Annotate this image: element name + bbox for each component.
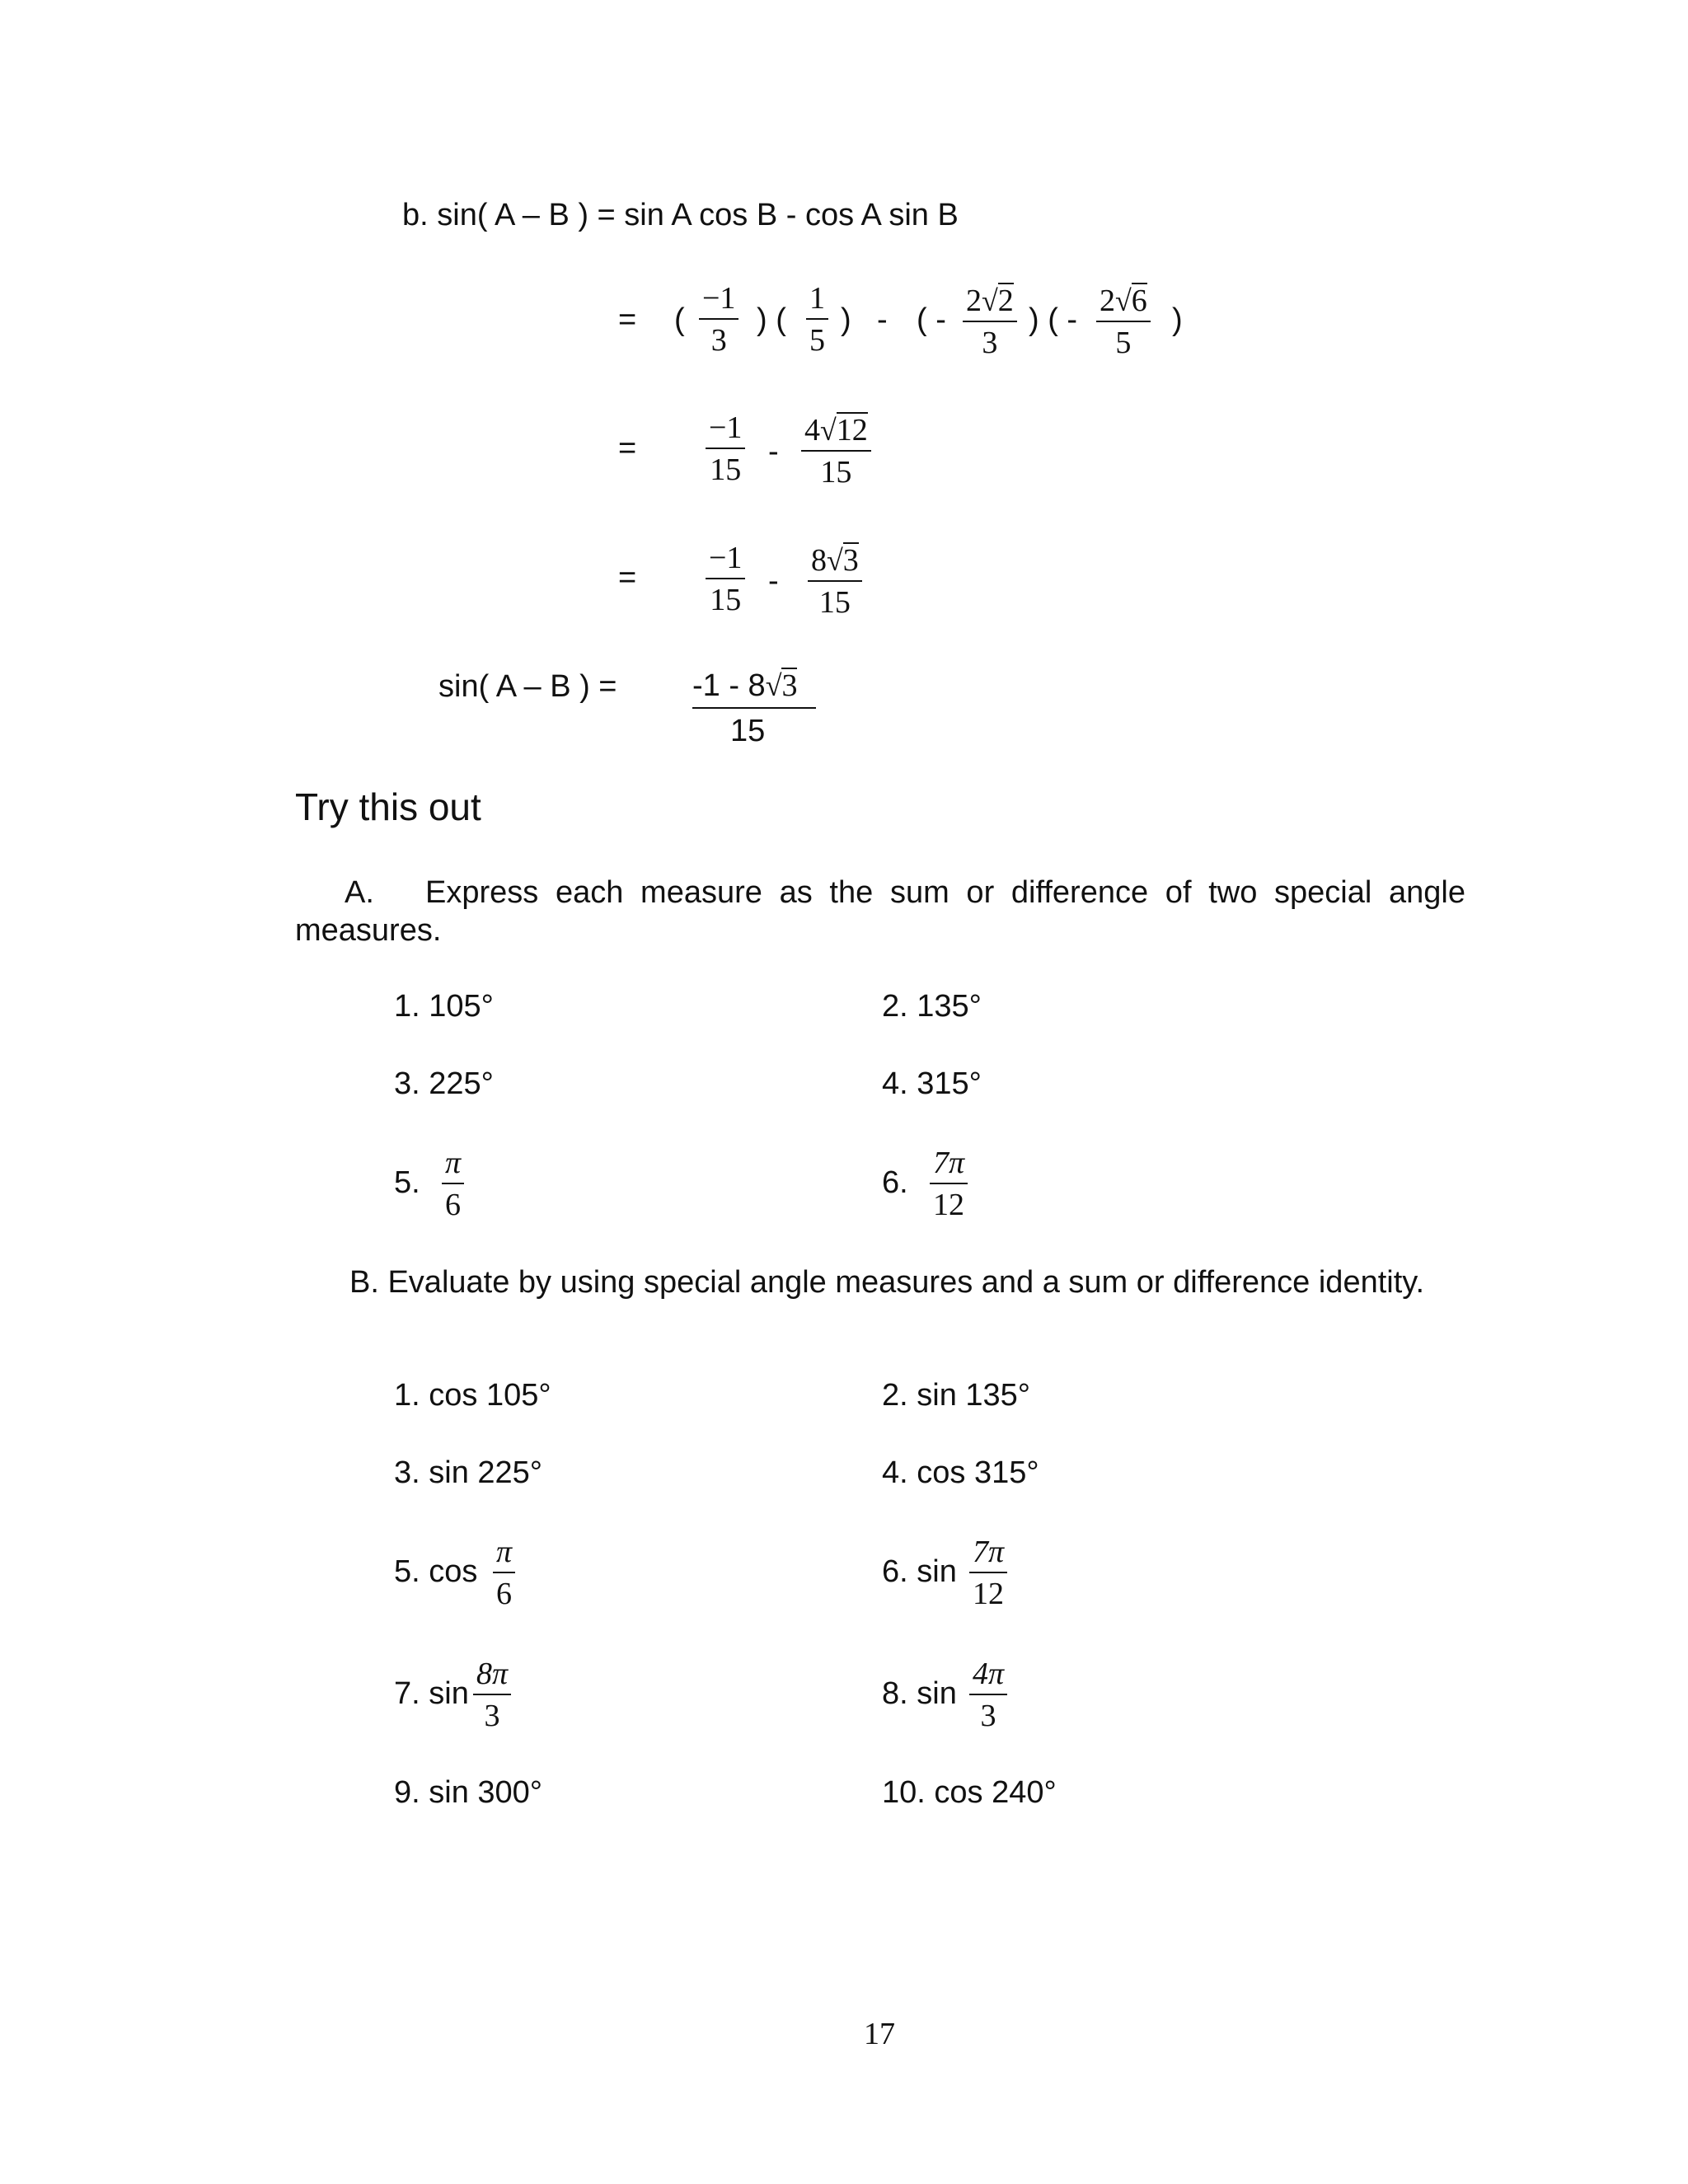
part-b-item-6-label: 6. sin	[882, 1554, 957, 1589]
part-b-item-2: 2. sin 135°	[882, 1378, 1030, 1413]
paren-separator-negative: ) ( -	[1029, 302, 1078, 337]
fraction-neg-one-fifteenth: −1 15	[706, 412, 745, 485]
minus-sign: -	[877, 302, 888, 337]
part-b-item-7-label: 7. sin	[394, 1676, 469, 1711]
part-b-item-5-label: 5. cos	[394, 1554, 478, 1589]
part-b-item-7-fraction: 8π 3	[473, 1658, 511, 1732]
part-a-item-6-label: 6.	[882, 1165, 908, 1200]
part-b-item-8-label: 8. sin	[882, 1676, 957, 1711]
part-a-item-5-label: 5.	[394, 1165, 420, 1200]
part-a-item-4: 4. 315°	[882, 1066, 982, 1101]
fraction-two-root-two-thirds: 2√2 3	[963, 283, 1017, 359]
equals-sign: =	[618, 560, 637, 595]
part-b-item-10: 10. cos 240°	[882, 1775, 1057, 1810]
identity-line: b. sin( A – B ) = sin A cos B - cos A sin B	[402, 198, 959, 232]
part-b-item-4: 4. cos 315°	[882, 1455, 1039, 1490]
fraction-one-fifth: 1 5	[806, 283, 828, 356]
equals-sign: =	[618, 302, 637, 337]
part-b-item-8-fraction: 4π 3	[969, 1658, 1007, 1732]
part-a-instructions: A. Express each measure as the sum or difference of two special angle measures.	[295, 875, 1465, 948]
open-paren: (	[674, 302, 685, 337]
fraction-neg-one-third: −1 3	[699, 283, 738, 356]
section-title: Try this out	[295, 785, 481, 828]
part-b-instructions: B. Evaluate by using special angle measures and a sum or difference identity.	[349, 1265, 1425, 1300]
close-paren: )	[841, 302, 851, 337]
part-a-item-3: 3. 225°	[394, 1066, 494, 1101]
paren-separator: ) (	[757, 302, 786, 337]
part-a-item-6-fraction: 7π 12	[930, 1147, 968, 1221]
result-denominator: 15	[730, 714, 766, 748]
part-b-item-3: 3. sin 225°	[394, 1455, 542, 1490]
minus-sign: -	[768, 434, 779, 469]
fraction-four-root-twelve-fifteenths: 4√12 15	[801, 412, 871, 488]
open-paren-negative: ( -	[917, 302, 946, 337]
part-a-item-2: 2. 135°	[882, 989, 982, 1024]
page-number: 17	[864, 2017, 895, 2051]
close-paren: )	[1172, 302, 1183, 337]
part-a-item-5-fraction: π 6	[442, 1147, 464, 1221]
minus-sign: -	[768, 564, 779, 598]
equals-sign: =	[618, 431, 637, 466]
part-b-item-9: 9. sin 300°	[394, 1775, 542, 1810]
fraction-neg-one-fifteenth: −1 15	[706, 542, 745, 616]
part-a-item-1: 1. 105°	[394, 989, 494, 1024]
result-fraction-bar	[692, 707, 816, 709]
fraction-eight-root-three-fifteenths: 8√3 15	[808, 542, 862, 618]
result-numerator: -1 - 8√3	[692, 668, 798, 703]
part-b-item-5-fraction: π 6	[493, 1536, 515, 1610]
part-b-item-1: 1. cos 105°	[394, 1378, 551, 1413]
fraction-two-root-six-fifths: 2√6 5	[1096, 283, 1151, 359]
result-label: sin( A – B ) =	[438, 669, 617, 704]
part-b-item-6-fraction: 7π 12	[969, 1536, 1007, 1610]
